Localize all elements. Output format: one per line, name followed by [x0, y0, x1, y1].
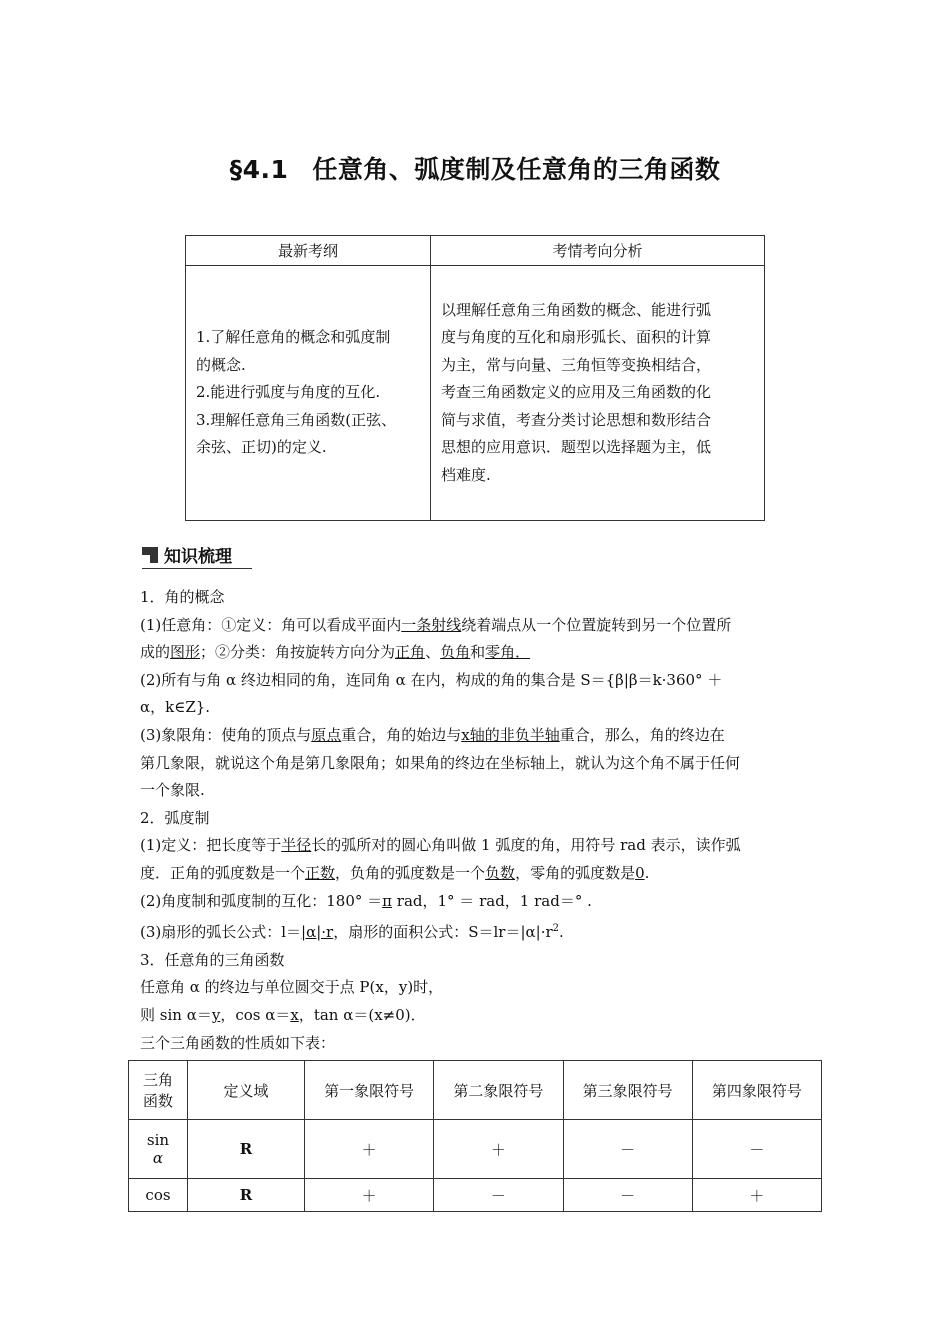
s3-heading: 3．任意角的三角函数 — [140, 950, 285, 969]
row-domain: R — [188, 1120, 305, 1179]
outline-syllabus-cell — [186, 266, 431, 521]
blank-answer: π — [382, 891, 393, 910]
section-square-notch — [142, 555, 150, 563]
s1-line: 成的图形；②分类：角按旋转方向分为正角、负角和零角． — [140, 643, 531, 662]
blank-answer: y — [211, 1005, 221, 1024]
sign-cell: ＋ — [434, 1120, 563, 1179]
s1-line: (2)所有与角 α 终边相同的角，连同角 α 在内，构成的角的集合是 S＝{β|β＝k·360° ＋ — [140, 670, 723, 689]
s1-line: α，k∈Z}. — [140, 698, 211, 717]
sign-cell: － — [692, 1120, 821, 1179]
row-domain: R — [188, 1179, 305, 1212]
blank-answer: 负角 — [440, 643, 471, 662]
blank-answer: 正数 — [305, 863, 336, 882]
analysis-line: 档难度. — [441, 465, 491, 484]
blank-answer: 原点 — [311, 725, 342, 744]
analysis-line: 思想的应用意识．题型以选择题为主，低 — [441, 438, 712, 457]
s2-line: 度．正角的弧度数是一个正数，负角的弧度数是一个负数，零角的弧度数是0. — [140, 863, 650, 882]
s2-line: (3)扇形的弧长公式：l＝|α|·r，扇形的面积公式：$S=lr=|\alpha|\cdot r^2$. — [140, 923, 564, 942]
syllabus-line: 余弦、正切)的定义. — [196, 438, 327, 457]
blank-answer: 一条射线 — [401, 615, 462, 634]
s3-line: 任意角 α 的终边与单位圆交于点 P(x，y)时， — [140, 978, 444, 997]
syllabus-line: 1.了解任意角的概念和弧度制 — [196, 328, 391, 347]
section-heading-text: 知识梳理 — [164, 547, 232, 567]
blank-answer: x轴的非负半轴 — [461, 725, 560, 744]
outline-analysis-cell — [431, 266, 765, 521]
s2-line: (1)定义：把长度等于半径长的弧所对的圆心角叫做 1 弧度的角，用符号 rad 表示，读作弧 — [140, 836, 741, 855]
page-title — [0, 150, 950, 186]
header-function: 三角 函数 — [129, 1061, 188, 1120]
section-number: §4.1 — [229, 155, 289, 184]
sign-cell: － — [434, 1179, 563, 1212]
table-row — [129, 1179, 822, 1212]
s3-line: 则 sin α＝y，cos α＝x，tan α＝(x≠0)． — [140, 1005, 426, 1024]
blank-answer: 半径 — [281, 836, 312, 855]
header-q1: 第一象限符号 — [305, 1061, 434, 1120]
row-function: cos — [129, 1179, 188, 1212]
section-title-text: 任意角、弧度制及任意角的三角函数 — [312, 155, 721, 184]
sign-cell: － — [563, 1179, 692, 1212]
analysis-line: 简与求值，考查分类讨论思想和数形结合 — [441, 410, 712, 429]
knowledge-content — [140, 584, 815, 1057]
s1-line: 一个象限. — [140, 781, 205, 800]
outline-header-syllabus: 最新考纲 — [186, 236, 431, 266]
s1-heading: 1．角的概念 — [140, 588, 225, 606]
analysis-line: 考查三角函数定义的应用及三角函数的化 — [441, 383, 712, 402]
sign-cell: ＋ — [692, 1179, 821, 1212]
sign-cell: － — [563, 1120, 692, 1179]
header-q3: 第三象限符号 — [563, 1061, 692, 1120]
syllabus-line: 的概念. — [196, 355, 246, 374]
table-row — [129, 1120, 822, 1179]
blank-answer: 图形 — [170, 643, 201, 662]
s1-line: (1)任意角：①定义：角可以看成平面内一条射线绕着端点从一个位置旋转到另一个位置所 — [140, 615, 732, 634]
header-q4: 第四象限符号 — [692, 1061, 821, 1120]
knowledge-section-heading — [142, 540, 252, 569]
sign-cell: ＋ — [305, 1179, 434, 1212]
header-q2: 第二象限符号 — [434, 1061, 563, 1120]
s1-line: 第几象限，就说这个角是第几象限角；如果角的终边在坐标轴上，就认为这个角不属于任何 — [140, 753, 741, 772]
syllabus-line: 3.理解任意角三角函数(正弦、 — [196, 410, 397, 429]
sign-cell: ＋ — [305, 1120, 434, 1179]
s1-line: (3)象限角：使角的顶点与原点重合，角的始边与x轴的非负半轴重合，那么，角的终边在 — [140, 725, 725, 744]
blank-answer: 负数 — [485, 863, 516, 882]
analysis-line: 度与角度的互化和扇形弧长、面积的计算 — [441, 328, 712, 347]
blank-answer: 正角 — [395, 643, 426, 662]
s3-line: 三个三角函数的性质如下表： — [140, 1033, 336, 1052]
blank-answer: 零角． — [485, 643, 531, 662]
blank-answer: 0 — [635, 863, 645, 882]
syllabus-line: 2.能进行弧度与角度的互化. — [196, 383, 381, 402]
analysis-line: 为主，常与向量、三角恒等变换相结合， — [441, 355, 712, 374]
s2-heading: 2．弧度制 — [140, 808, 210, 827]
outline-table — [185, 235, 765, 521]
blank-answer: |α|·r — [301, 923, 334, 942]
trig-properties-table — [128, 1060, 822, 1212]
s2-line: (2)角度制和弧度制的互化：180° ＝π rad，1° ＝ rad，1 rad＝° . — [140, 891, 592, 910]
outline-header-analysis: 考情考向分析 — [431, 236, 765, 266]
analysis-line: 以理解任意角三角函数的概念、能进行弧 — [441, 300, 712, 319]
blank-answer: x — [290, 1005, 299, 1024]
header-domain: 定义域 — [188, 1061, 305, 1120]
row-function: sin α — [129, 1120, 188, 1179]
